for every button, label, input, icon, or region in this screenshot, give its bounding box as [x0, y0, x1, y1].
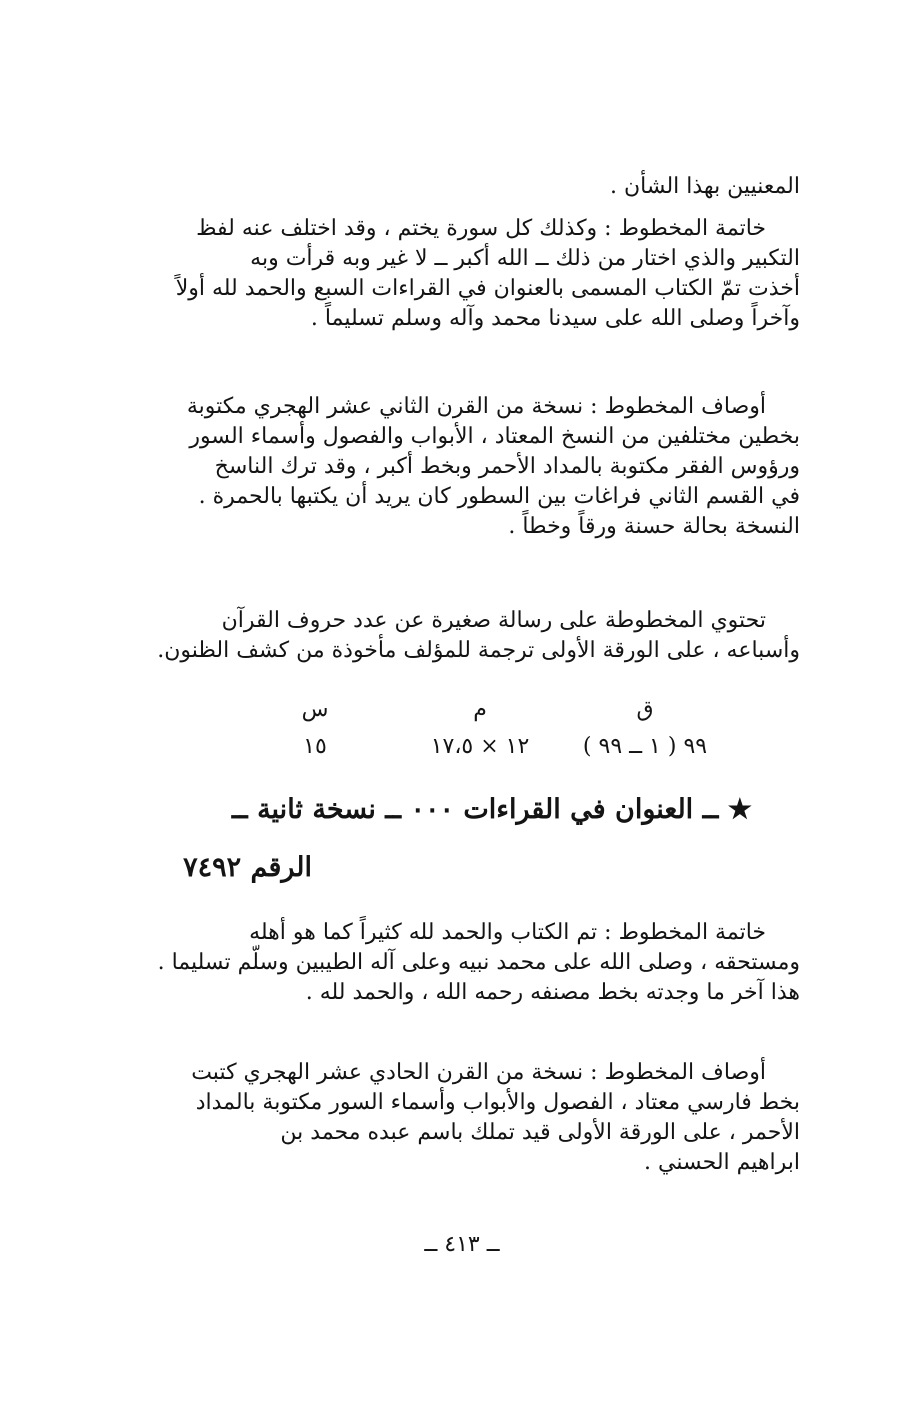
text-line: وأسباعه ، على الورقة الأولى ترجمة للمؤلف مأخوذة من كشف الظنون. [157, 638, 800, 663]
manuscript-info-headers [240, 697, 720, 722]
text-line: خاتمة المخطوط : تم الكتاب والحمد لله كثيراً كما هو أهله [249, 920, 766, 945]
text-line: خاتمة المخطوط : وكذلك كل سورة يختم ، وقد اختلف عنه لفظ [196, 216, 766, 241]
text-line: بخطين مختلفين من النسخ المعتاد ، الأبواب والفصول وأسماء السور [189, 424, 800, 449]
paragraph-contents [157, 606, 800, 666]
size-header: م [473, 697, 487, 722]
size-value: ١٢ × ١٧،٥ [430, 734, 530, 759]
text-line: أوصاف المخطوط : نسخة من القرن الثاني عشر الهجري مكتوبة [186, 394, 766, 419]
text-line: وآخراً وصلى الله على سيدنا محمد وآله وسلم تسليماً . [310, 306, 800, 331]
page-number: ــ ٤١٣ ــ [424, 1232, 500, 1257]
paragraph-continuation [160, 172, 800, 202]
paragraph-manuscript-description-1 [160, 392, 800, 542]
text-line: تحتوي المخطوطة على رسالة صغيرة عن عدد حروف القرآن [221, 608, 766, 633]
text-line: أوصاف المخطوط : نسخة من القرن الحادي عشر الهجري كتبت [191, 1060, 766, 1085]
folios-value: ٩٩ ( ١ ــ ٩٩ ) [582, 734, 708, 759]
text-line: أخذت تمّ الكتاب المسمى بالعنوان في القراءات السبع والحمد لله أولاً [175, 276, 800, 301]
paragraph-manuscript-ending-1 [160, 214, 800, 334]
text-line: الأحمر ، على الورقة الأولى قيد تملك باسم عبده محمد بن [280, 1120, 800, 1145]
text-line: هذا آخر ما وجدته بخط مصنفه رحمه الله ، والحمد لله . [305, 980, 800, 1005]
text-line: في القسم الثاني فراغات بين السطور كان يريد أن يكتبها بالحمرة . [198, 484, 800, 509]
lines-header: س [301, 697, 329, 722]
text-line: النسخة بحالة حسنة ورقاً وخطاً . [508, 514, 800, 539]
text-line: التكبير والذي اختار من ذلك ــ الله أكبر ــ لا غير وبه قرأت وبه [250, 246, 800, 271]
text-line: ابراهيم الحسني . [644, 1150, 800, 1175]
lines-value: ١٥ [303, 734, 327, 759]
text-line: ورؤوس الفقر مكتوبة بالمداد الأحمر وبخط أكبر ، وقد ترك الناسخ [214, 454, 800, 479]
paragraph-manuscript-description-2 [160, 1058, 800, 1178]
section-heading: ★ ــ العنوان في القراءات ٠٠٠ ــ نسخة ثانية ــ [231, 794, 752, 825]
text-line: ومستحقه ، وصلى الله على محمد نبيه وعلى آله الطيبين وسلّم تسليما . [157, 950, 800, 975]
text-line: المعنيين بهذا الشأن . [609, 174, 800, 199]
paragraph-manuscript-ending-2 [157, 918, 800, 1008]
folios-header: ق [636, 697, 654, 722]
catalog-number: الرقم ٧٤٩٢ [183, 852, 312, 883]
text-line: بخط فارسي معتاد ، الفصول والأبواب وأسماء السور مكتوبة بالمداد [195, 1090, 800, 1115]
manuscript-info-values [240, 734, 720, 759]
